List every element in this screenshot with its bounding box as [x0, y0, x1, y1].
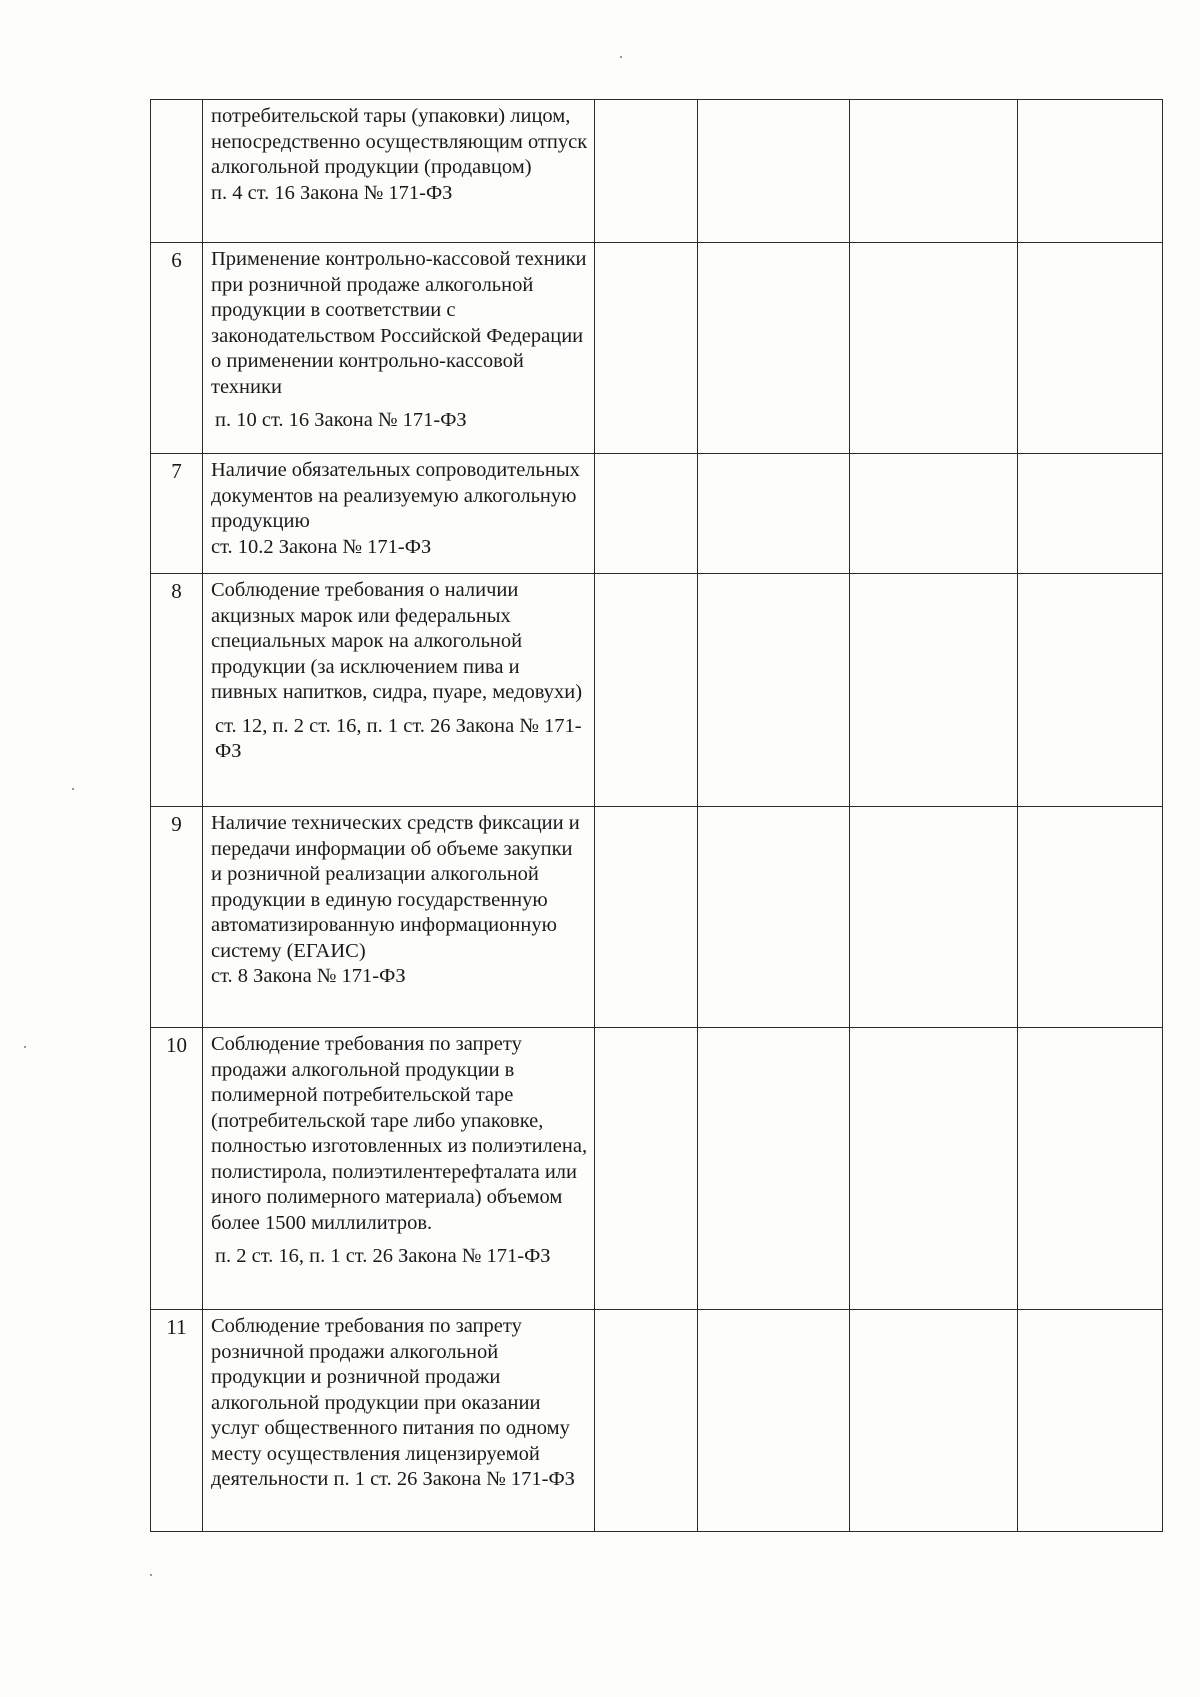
requirement-cell [203, 1028, 595, 1310]
empty-cell [1018, 454, 1163, 574]
requirement-text: Наличие обязательных сопроводительных документов на реализуемую алкогольную продукцию [211, 459, 580, 532]
empty-cell [1018, 807, 1163, 1028]
empty-cell [850, 1028, 1018, 1310]
empty-cell [850, 100, 1018, 243]
requirement-cell [203, 454, 595, 574]
row-number: 8 [151, 574, 203, 807]
table-row [151, 100, 1163, 243]
empty-cell [698, 243, 850, 454]
requirement-text: Соблюдение требования по запрету продажи алкогольной продукции в полимерной потребительской таре (потребительской таре либо упаковке, полностью изготовленных из полиэтилена, полистирола, полиэтилентерефталата или иного полимерного материала) объемом более 1500 миллилитров. [211, 1033, 588, 1234]
scan-speck [24, 1046, 26, 1048]
table-row [151, 1310, 1163, 1532]
empty-cell [850, 574, 1018, 807]
empty-cell [1018, 1310, 1163, 1532]
empty-cell [698, 100, 850, 243]
empty-cell [595, 454, 698, 574]
empty-cell [698, 1310, 850, 1532]
requirement-cell [203, 243, 595, 454]
empty-cell [850, 807, 1018, 1028]
empty-cell [850, 454, 1018, 574]
row-number: 9 [151, 807, 203, 1028]
requirement-cell [203, 100, 595, 243]
requirement-text: Наличие технических средств фиксации и передачи информации об объеме закупки и розничной реализации алкогольной продукции в единую государственную автоматизированную информационную систему (ЕГАИС) [211, 812, 580, 962]
law-reference: п. 2 ст. 16, п. 1 ст. 26 Закона № 171-ФЗ [215, 1245, 551, 1267]
empty-cell [698, 454, 850, 574]
table-row [151, 243, 1163, 454]
law-reference: ст. 10.2 Закона № 171-ФЗ [211, 535, 432, 558]
empty-cell [698, 1028, 850, 1310]
requirement-cell [203, 807, 595, 1028]
row-number: 6 [151, 243, 203, 454]
empty-cell [1018, 574, 1163, 807]
law-reference: ст. 12, п. 2 ст. 16, п. 1 ст. 26 Закона № 171-ФЗ [215, 714, 582, 762]
law-reference: п. 4 ст. 16 Закона № 171-ФЗ [211, 181, 453, 204]
row-number: 7 [151, 454, 203, 574]
empty-cell [1018, 1028, 1163, 1310]
empty-cell [595, 1028, 698, 1310]
law-reference: п. 10 ст. 16 Закона № 171-ФЗ [215, 409, 467, 431]
requirement-text: Соблюдение требования о наличии акцизных марок или федеральных специальных марок на алкогольной продукции (за исключением пива и пивных напитков, сидра, пуаре, медовухи) [211, 579, 583, 703]
requirement-text: Соблюдение требования по запрету розничной продажи алкогольной продукции и розничной продажи алкогольной продукции при оказании услуг общественного питания по одному месту осуществления лицензируемой деятельности п. 1 ст. 26 Закона № 171-ФЗ [211, 1315, 575, 1490]
row-number: 11 [151, 1310, 203, 1532]
table-row [151, 1028, 1163, 1310]
empty-cell [595, 1310, 698, 1532]
empty-cell [1018, 243, 1163, 454]
requirement-cell [203, 574, 595, 807]
scan-speck [620, 56, 622, 58]
empty-cell [595, 100, 698, 243]
empty-cell [595, 574, 698, 807]
requirement-text: потребительской тары (упаковки) лицом, непосредственно осуществляющим отпуск алкогольной продукции (продавцом) [211, 105, 588, 178]
empty-cell [850, 1310, 1018, 1532]
row-number [151, 100, 203, 243]
scan-speck [72, 788, 74, 790]
requirement-text: Применение контрольно-кассовой техники при розничной продаже алкогольной продукции в соответствии с законодательством Российской Федерации о применении контрольно-кассовой техники [211, 248, 587, 398]
table-row [151, 574, 1163, 807]
table-row [151, 807, 1163, 1028]
empty-cell [850, 243, 1018, 454]
law-reference: ст. 8 Закона № 171-ФЗ [211, 965, 406, 987]
empty-cell [595, 807, 698, 1028]
scan-speck [150, 1574, 152, 1576]
empty-cell [1018, 100, 1163, 243]
empty-cell [698, 807, 850, 1028]
row-number: 10 [151, 1028, 203, 1310]
requirement-cell [203, 1310, 595, 1532]
checklist-table [150, 99, 1163, 1532]
empty-cell [698, 574, 850, 807]
empty-cell [595, 243, 698, 454]
table-row [151, 454, 1163, 574]
